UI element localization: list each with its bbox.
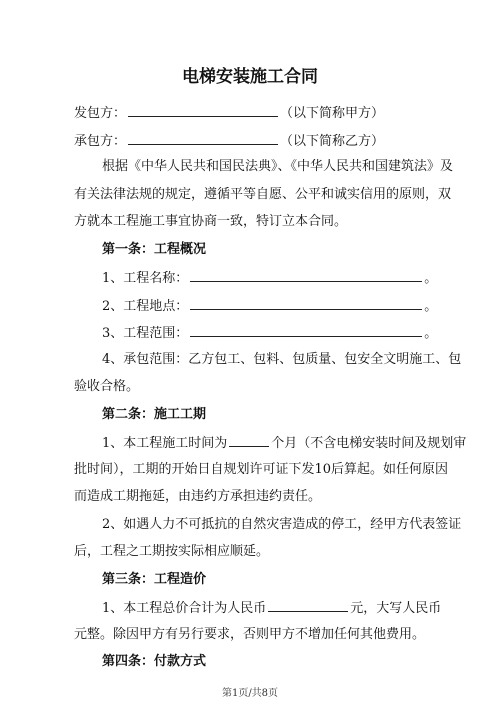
party-a-label: 发包方：	[74, 106, 127, 121]
force-majeure-line-2: 后，工程之工期按实际相应顺延。	[74, 544, 270, 559]
duration-text-a: 1、本工程施工时间为	[102, 436, 228, 451]
price-text-a: 1、本工程总价合计为人民币	[102, 601, 267, 616]
duration-line-2: 批时间），工期的开始日自规划许可证下发10后算起。如任何原因	[74, 462, 449, 477]
party-b-blank[interactable]	[128, 131, 278, 145]
preamble-line-1: 根据《中华人民共和国民法典》、《中华人民共和国建筑法》及	[102, 159, 454, 174]
price-text-b: 元，大写人民币	[350, 601, 442, 616]
preamble-line-2: 有关法律法规的规定，遵循平等自愿、公平和诚实信用的原则，双	[74, 187, 452, 202]
document-title: 电梯安装施工合同	[182, 67, 318, 87]
project-scope-blank[interactable]	[190, 323, 422, 337]
duration-text-b: 个月（不含电梯安装时间及规划审	[271, 436, 467, 451]
project-name-label: 1、工程名称：	[102, 271, 189, 286]
party-b-note: （以下简称乙方）	[280, 134, 385, 149]
article-3-heading: 第三条：工程造价	[102, 572, 207, 587]
price-line-2: 元整。除因甲方有另行要求，否则甲方不增加任何其他费用。	[74, 627, 426, 642]
price-amount-blank[interactable]	[268, 598, 348, 612]
project-scope-line	[102, 323, 436, 343]
contract-scope-line-1: 4、承包范围：乙方包工、包料、包质量、包安全文明施工、包	[102, 352, 462, 367]
project-name-line	[102, 268, 436, 288]
preamble-line-3: 方就本工程施工事宜协商一致，特订立本合同。	[74, 214, 348, 229]
contract-scope-line-2: 验收合格。	[74, 379, 140, 394]
project-location-label: 2、工程地点：	[102, 299, 189, 314]
duration-line-1	[102, 433, 467, 453]
project-location-blank[interactable]	[190, 296, 422, 310]
end-mark: 。	[424, 271, 438, 286]
party-a-blank[interactable]	[128, 103, 278, 117]
project-scope-label: 3、工程范围：	[102, 326, 189, 341]
page-footer: 第1页/共8页	[221, 688, 279, 699]
end-mark: 。	[424, 326, 438, 341]
article-2-heading: 第二条：施工工期	[102, 407, 207, 422]
party-b-label: 承包方：	[74, 134, 127, 149]
project-name-blank[interactable]	[190, 268, 422, 282]
duration-line-3: 而造成工期拖延，由违约方承担违约责任。	[74, 489, 322, 504]
article-1-heading: 第一条：工程概况	[102, 242, 207, 257]
duration-months-blank[interactable]	[229, 433, 269, 447]
project-location-line	[102, 296, 436, 316]
force-majeure-line-1: 2、如遇人力不可抵抗的自然灾害造成的停工，经甲方代表签证	[102, 517, 462, 532]
price-line-1	[102, 598, 442, 618]
party-a-note: （以下简称甲方）	[280, 106, 385, 121]
party-a-line	[74, 103, 436, 123]
end-mark: 。	[424, 299, 438, 314]
party-b-line	[74, 131, 436, 151]
article-4-heading: 第四条：付款方式	[102, 654, 207, 669]
